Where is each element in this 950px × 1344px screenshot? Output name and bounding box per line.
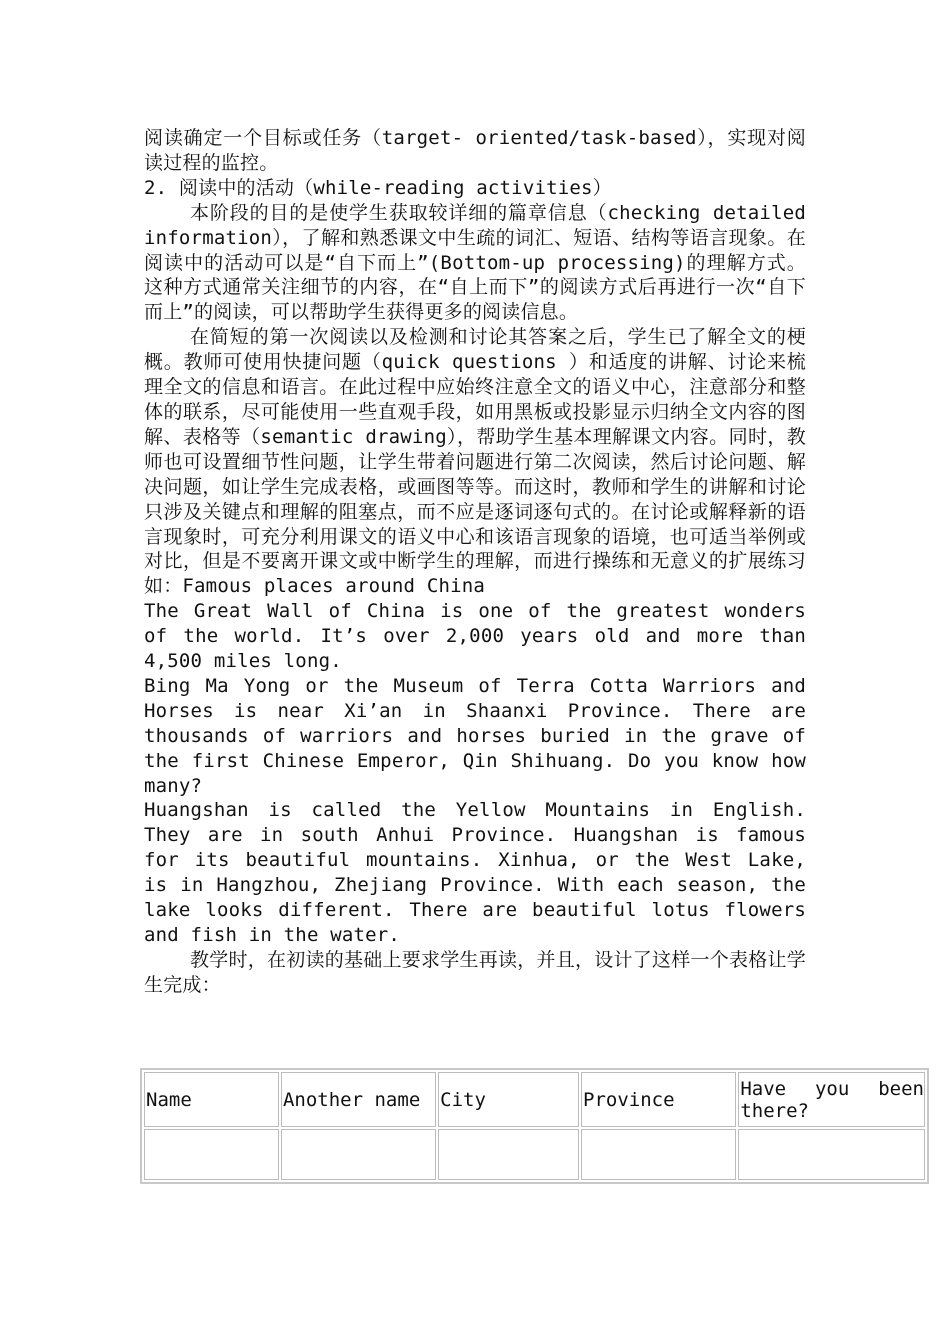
table-header-cell — [281, 1072, 436, 1127]
table-cell — [738, 1129, 925, 1180]
paragraph-bing-ma-yong: Bing Ma Yong or the Museum of Terra Cotta Warriors and Horses is near Xi’an in Shaanxi Province. There are thousands of warriors and horses buried in the grave of the first Chinese Emperor, Qin Shihuang. Do you know how many? — [144, 674, 806, 797]
places-table — [140, 1068, 929, 1184]
paragraph-reading-goal: 阅读确定一个目标或任务（target- oriented/task-based），实现对阅读过程的监控。 — [144, 127, 806, 174]
section-heading-while-reading: 2. 阅读中的活动（while-reading activities） — [144, 176, 612, 199]
table-cell — [144, 1129, 279, 1180]
paragraph-great-wall: The Great Wall of China is one of the greatest wonders of the world. It’s over 2,000 years old and more than 4,500 miles long. — [144, 600, 806, 673]
table-cell — [581, 1129, 736, 1180]
header-have-you-been-there: Have you been there? — [740, 1077, 924, 1122]
table-header-cell — [438, 1072, 579, 1127]
paragraph-teaching-table-intro: 教学时，在初读的基础上要求学生再读，并且，设计了这样一个表格让学生完成： — [144, 948, 806, 996]
table-header-cell — [144, 1072, 279, 1127]
paragraph-first-reading: 在简短的第一次阅读以及检测和讨论其答案之后，学生已了解全文的梗概。教师可使用快捷问题（quick questions ）和适度的讲解、讨论来梳理全文的信息和语言。在此过程中应始终注意全文的语义中心，注意部分和整体的联系，尽可能使用一些直观手段，如用黑板或投影显示归纳全文内容的图解、表格等（semantic drawing），帮助学生基本理解课文内容。同时，教师也可设置细节性问题，让学生带着问题进行第二次阅读，然后讨论问题、解决问题，如让学生完成表格，或画图等等。而这时，教师和学生的讲解和讨论只涉及关键点和理解的阻塞点，而不应是逐词逐句式的。在讨论或解释新的语言现象时，可充分利用课文的语义中心和该语言现象的语境，也可适当举例或对比，但是不要离开课文或中断学生的理解，而进行操练和无意义的扩展练习如：Famous places around China — [144, 326, 806, 598]
header-city: City — [440, 1088, 486, 1111]
header-name: Name — [146, 1088, 192, 1111]
table-cell — [281, 1129, 436, 1180]
header-province: Province — [583, 1088, 675, 1111]
paragraph-stage-purpose: 本阶段的目的是使学生获取较详细的篇章信息（checking detailed information），了解和熟悉课文中生疏的词汇、短语、结构等语言现象。在阅读中的活动可以是“自下而上”(Bottom-up processing)的理解方式。这种方式通常关注细节的内容，在“自上而下”的阅读方式后再进行一次“自下而上”的阅读，可以帮助学生获得更多的阅读信息。 — [144, 201, 806, 324]
table-header-cell — [581, 1072, 736, 1127]
table-row — [144, 1129, 925, 1180]
header-another-name: Another name — [282, 1088, 421, 1111]
table-cell — [438, 1129, 579, 1180]
document-body — [144, 126, 806, 998]
paragraph-huangshan: Huangshan is called the Yellow Mountains in English. They are in south Anhui Province. Huangshan is famous for its beautiful mountains. Xinhua, or the West Lake, is in Hangzhou, Zhejiang Province. With each season, the lake looks different. There are beautiful lotus flowers and fish in the water. — [144, 799, 806, 946]
table-header-cell — [738, 1072, 925, 1127]
table-header-row — [144, 1072, 925, 1127]
